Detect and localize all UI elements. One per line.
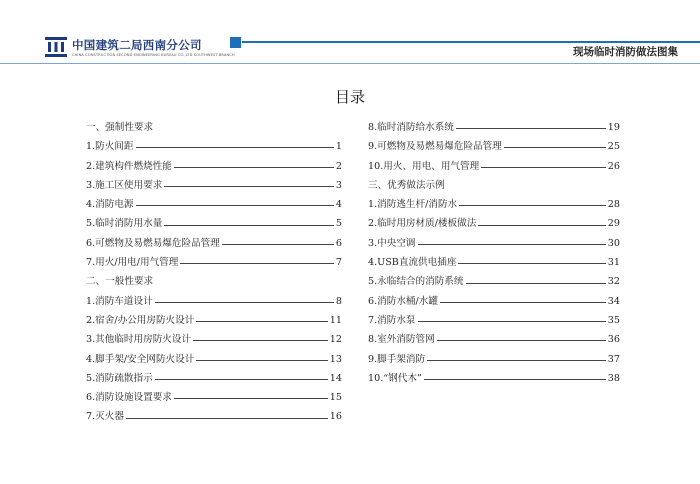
toc-leader-line (196, 360, 327, 361)
toc-page-number: 5 (335, 218, 342, 230)
toc-page-number: 31 (607, 257, 620, 269)
toc-left-column (86, 118, 342, 427)
toc-page-number: 1 (335, 141, 342, 153)
toc-section-heading: 二、一般性要求 (86, 276, 154, 288)
toc-leader-line (196, 321, 327, 322)
toc-entry[interactable] (86, 137, 342, 156)
company-name: 中国建筑二局西南分公司 (72, 38, 202, 52)
toc-leader-line (174, 167, 334, 168)
toc-entry-label: 4.脚手架/安全网防火设计 (86, 353, 195, 365)
toc-entry-label: 7.用火/用电/用气管理 (86, 257, 179, 269)
toc-entry[interactable] (368, 330, 620, 349)
toc-page-number: 28 (607, 199, 620, 211)
toc-entry-label: 3.其他临时用房防火设计 (86, 334, 192, 346)
toc-leader-line (424, 379, 606, 380)
toc-entry[interactable] (368, 137, 620, 156)
toc-section-heading: 三、优秀做法示例 (368, 179, 445, 191)
toc-entry-label: 8.临时消防给水系统 (368, 122, 454, 133)
toc-entry-label: 7.消防水泵 (368, 314, 416, 326)
toc-page-number: 11 (329, 314, 342, 326)
toc-leader-line (136, 205, 334, 206)
toc-entry[interactable] (86, 176, 342, 195)
toc-entry-label: 1.消防逃生杆/消防水 (368, 199, 458, 211)
toc-entry-label: 2.临时用房材质/楼板做法 (368, 218, 477, 230)
toc-page-number: 38 (607, 372, 620, 384)
toc-entry[interactable] (368, 272, 620, 291)
toc-entry-label: 7.灭火器 (86, 411, 124, 423)
toc-entry[interactable] (86, 234, 342, 253)
page-header (0, 0, 700, 70)
toc-page-number: 12 (329, 334, 342, 346)
toc-page-number: 19 (607, 122, 620, 133)
toc-entry[interactable] (368, 311, 620, 330)
toc-section-heading: 一、强制性要求 (86, 122, 154, 133)
toc-leader-line (504, 147, 606, 148)
book-title: 现场临时消防做法图集 (573, 46, 678, 58)
toc-entry-label: 5.临时消防用水量 (86, 218, 163, 230)
toc-entry[interactable] (368, 157, 620, 176)
toc-entry[interactable] (86, 388, 342, 407)
toc-page-number: 25 (607, 141, 620, 153)
toc-right-column (368, 118, 620, 388)
toc-entry[interactable] (368, 214, 620, 233)
toc-entry[interactable] (86, 350, 342, 369)
toc-entry-label: 6.消防设施设置要求 (86, 392, 172, 404)
toc-entry[interactable] (368, 118, 620, 137)
header-rule (242, 41, 700, 43)
header-accent-square (230, 37, 241, 48)
toc-entry-label: 4.USB直流供电插座 (368, 257, 457, 269)
toc-entry-label: 6.消防水桶/水罐 (368, 295, 438, 307)
toc-leader-line (193, 340, 328, 341)
toc-entry-label: 10.“钢代木” (368, 372, 422, 384)
company-name-english: CHINA CONSTRUCTION SECOND ENGINEERING BUREAU CO.,LTD SOUTHWEST BRANCH (72, 53, 235, 57)
toc-entry[interactable] (86, 214, 342, 233)
toc-entry[interactable] (368, 292, 620, 311)
toc-entry[interactable] (86, 369, 342, 388)
toc-entry-label: 1.防火间距 (86, 141, 134, 153)
toc-leader-line (456, 128, 606, 129)
toc-leader-line (126, 418, 328, 419)
toc-leader-line (164, 186, 334, 187)
toc-entry-label: 9.可燃物及易燃易爆危险品管理 (368, 141, 502, 153)
toc-entry-label: 1.消防车道设计 (86, 295, 153, 307)
toc-page-number: 29 (607, 218, 620, 230)
toc-page-number: 36 (607, 334, 620, 346)
toc-page-number: 7 (335, 257, 342, 269)
toc-entry[interactable] (368, 350, 620, 369)
toc-page-number: 34 (607, 295, 620, 307)
toc-page-number: 3 (335, 179, 342, 191)
toc-entry[interactable] (86, 330, 342, 349)
toc-entry[interactable] (368, 234, 620, 253)
toc-entry-label: 9.脚手架消防 (368, 353, 426, 365)
toc-entry-label: 3.中央空调 (368, 237, 416, 249)
toc-page-number: 30 (607, 237, 620, 249)
toc-leader-line (164, 225, 334, 226)
toc-page-number: 32 (607, 276, 620, 288)
toc-leader-line (427, 360, 606, 361)
toc-entry[interactable] (86, 253, 342, 272)
toc-leader-line (174, 398, 328, 399)
toc-entry-label: 5.消防疏散指示 (86, 372, 153, 384)
toc-leader-line (478, 225, 605, 226)
page-title: 目录 (334, 88, 365, 106)
toc-leader-line (459, 205, 606, 206)
toc-entry-label: 10.用火、用电、用气管理 (368, 160, 480, 172)
toc-page-number: 6 (335, 237, 342, 249)
toc-entry[interactable] (368, 195, 620, 214)
toc-entry[interactable] (86, 407, 342, 426)
toc-page-number: 8 (335, 295, 342, 307)
toc-leader-line (418, 321, 606, 322)
toc-entry-label: 6.可燃物及易燃易爆危险品管理 (86, 237, 220, 249)
toc-page-number: 35 (607, 314, 620, 326)
toc-entry-label: 3.施工区使用要求 (86, 179, 163, 191)
toc-leader-line (440, 302, 606, 303)
toc-entry[interactable] (86, 311, 342, 330)
toc-page-number: 37 (607, 353, 620, 365)
toc-page-number: 15 (329, 392, 342, 404)
toc-entry[interactable] (368, 369, 620, 388)
toc-entry-label: 2.宿舍/办公用房防火设计 (86, 314, 195, 326)
toc-leader-line (180, 263, 334, 264)
toc-page-number: 16 (329, 411, 342, 423)
toc-leader-line (136, 147, 334, 148)
toc-leader-line (466, 283, 606, 284)
toc-entry[interactable] (86, 195, 342, 214)
header-divider (0, 63, 700, 64)
toc-page-number: 14 (329, 372, 342, 384)
toc-page-number: 2 (335, 160, 342, 172)
toc-entry-label: 4.消防电源 (86, 199, 134, 211)
toc-entry[interactable] (86, 157, 342, 176)
toc-leader-line (437, 340, 606, 341)
cscec-logo-icon (44, 36, 68, 58)
toc-leader-line (481, 167, 606, 168)
toc-leader-line (222, 244, 334, 245)
toc-page-number: 26 (607, 160, 620, 172)
toc-page-number: 13 (329, 353, 342, 365)
toc-entry-label: 2.建筑构件燃烧性能 (86, 160, 172, 172)
toc-page-number: 4 (335, 199, 342, 211)
toc-leader-line (155, 302, 334, 303)
toc-leader-line (155, 379, 328, 380)
toc-entry[interactable] (86, 292, 342, 311)
toc-leader-line (458, 263, 605, 264)
toc-leader-line (418, 244, 606, 245)
toc-entry-label: 8.室外消防管网 (368, 334, 435, 346)
toc-entry[interactable] (368, 253, 620, 272)
toc-entry-label: 5.永临结合的消防系统 (368, 276, 464, 288)
